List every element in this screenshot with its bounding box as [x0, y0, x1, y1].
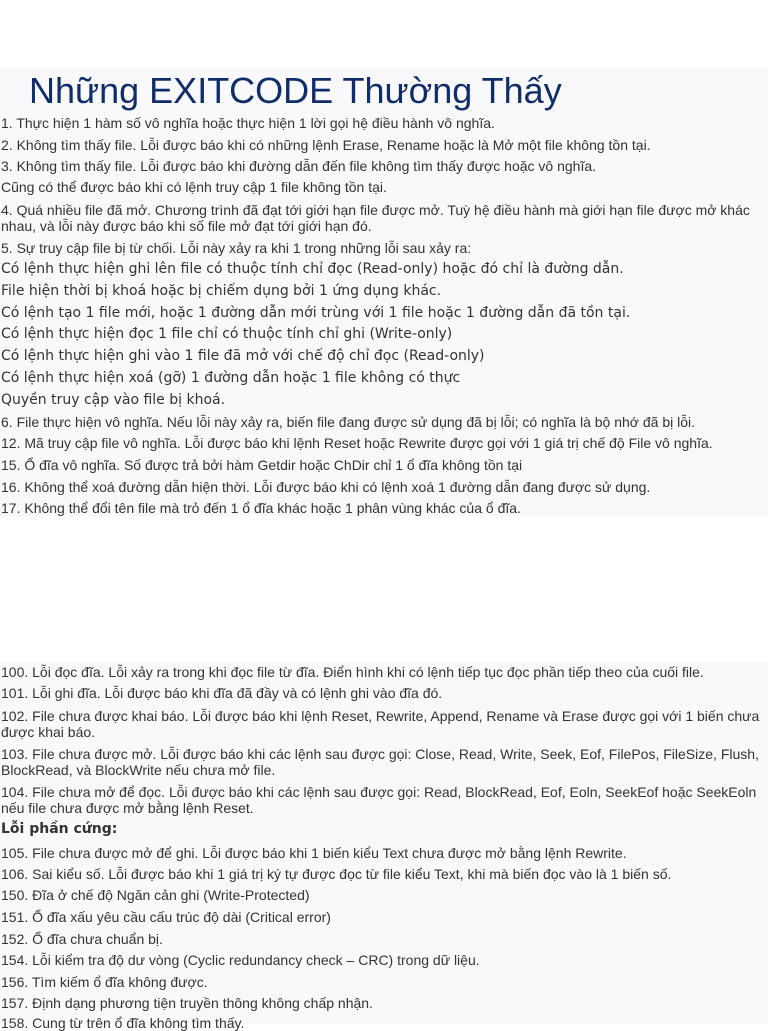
exitcode-item-154: 154. Lỗi kiểm tra độ dư vòng (Cyclic redundancy check – CRC) trong dữ liệu. [1, 952, 480, 968]
exitcode-item-150: 150. Đĩa ở chế độ Ngăn cản ghi (Write-Protected) [1, 887, 310, 903]
exitcode-item-16: 16. Không thể xoá đường dẫn hiện thời. Lỗi được báo khi có lệnh xoá 1 đường dẫn đang được sử dụng. [1, 479, 651, 495]
exitcode-item-4: 4. Quá nhiều file đã mở. Chương trình đã đạt tới giới hạn file được mở. Tuỳ hệ điều hành mà giới hạn file được mở khác nhau, và lỗi này được báo khi số file mở đạt tới giới hạn đó. [1, 202, 750, 234]
exitcode-item-17: 17. Không thể đổi tên file mà trỏ đến 1 ổ đĩa khác hoặc 1 phân vùng khác của ổ đĩa. [1, 500, 521, 516]
exitcode-item-105: 105. File chưa được mở để ghi. Lỗi được báo khi 1 biến kiểu Text chưa được mở bằng lệnh Rewrite. [1, 845, 627, 861]
exitcode-item-2: 2. Không tìm thấy file. Lỗi được báo khi có những lệnh Erase, Rename hoặc là Mở một file không tồn tại. [1, 137, 651, 153]
exitcode-item-151: 151. Ổ đĩa xấu yêu cầu cấu trúc độ dài (Critical error) [1, 909, 331, 925]
exitcode-item-158: 158. Cung từ trên ổ đĩa không tìm thấy. [1, 1015, 245, 1031]
exitcode-5-cause: Có lệnh thực hiện ghi vào 1 file đã mở với chế độ chỉ đọc (Read-only) [1, 348, 485, 364]
exitcode-5-cause: Quyền truy cập vào file bị khoá. [1, 392, 226, 408]
exitcode-item-103: 103. File chưa được mở. Lỗi được báo khi các lệnh sau được gọi: Close, Read, Write, Seek, Eof, FilePos, FileSize, Flush, BlockRead, và BlockWrite nếu chưa mở file. [1, 746, 759, 778]
exitcode-item-156: 156. Tìm kiếm ổ đĩa không được. [1, 974, 208, 990]
exitcode-5-cause: Có lệnh tạo 1 file mới, hoặc 1 đường dẫn mới trùng với 1 file hoặc 1 đường dẫn đã tồn tại. [1, 305, 631, 321]
exitcode-item-100: 100. Lỗi đọc đĩa. Lỗi xảy ra trong khi đọc file từ đĩa. Điển hình khi có lệnh tiếp tục đọc phần tiếp theo của cuối file. [1, 664, 704, 680]
exitcode-item-5: 5. Sự truy cập file bị từ chối. Lỗi này xảy ra khi 1 trong những lỗi sau xảy ra: [1, 240, 472, 256]
exitcode-5-cause: File hiện thời bị khoá hoặc bị chiếm dụng bởi 1 ứng dụng khác. [1, 283, 442, 299]
exitcode-item-102: 102. File chưa được khai báo. Lỗi được báo khi lệnh Reset, Rewrite, Append, Rename và Erase được gọi với 1 biến chưa được khai báo. [1, 708, 760, 740]
page-title: Những EXITCODE Thường Thấy [29, 70, 562, 111]
hardware-error-heading: Lỗi phần cứng: [1, 821, 118, 837]
exitcode-item-157: 157. Định dạng phương tiện truyền thông không chấp nhận. [1, 995, 373, 1011]
exitcode-item-12: 12. Mã truy cập file vô nghĩa. Lỗi được báo khi lệnh Reset hoặc Rewrite được gọi với 1 giá trị chế độ File vô nghĩa. [1, 435, 713, 451]
exitcode-item-152: 152. Ổ đĩa chưa chuẩn bị. [1, 931, 163, 947]
exitcode-item-15: 15. Ổ đĩa vô nghĩa. Số được trả bởi hàm Getdir hoặc ChDir chỉ 1 ổ đĩa không tồn tại [1, 457, 523, 473]
exitcode-5-cause: Có lệnh thực hiện ghi lên file có thuộc tính chỉ đọc (Read-only) hoặc đó chỉ là đường dẫn. [1, 261, 624, 277]
exitcode-5-cause: Có lệnh thực hiện đọc 1 file chỉ có thuộc tính chỉ ghi (Write-only) [1, 326, 453, 342]
exitcode-item-3-note: Cũng có thể được báo khi có lệnh truy cập 1 file không tồn tại. [1, 179, 387, 195]
exitcode-5-cause: Có lệnh thực hiện xoá (gỡ) 1 đường dẫn hoặc 1 file không có thực [1, 370, 461, 386]
exitcode-item-3: 3. Không tìm thấy file. Lỗi được báo khi đường dẫn đến file không tìm thấy được hoặc vô nghĩa. [1, 158, 597, 174]
exitcode-item-106: 106. Sai kiểu số. Lỗi được báo khi 1 giá trị ký tự được đọc từ file kiểu Text, khi mà biến đọc vào là 1 biến số. [1, 866, 672, 882]
exitcode-item-104: 104. File chưa mở để đọc. Lỗi được báo khi các lệnh sau được gọi: Read, BlockRead, Eof, Eoln, SeekEof hoặc SeekEoln nếu file chưa được mở bằng lệnh Reset. [1, 784, 757, 816]
exitcode-item-6: 6. File thực hiện vô nghĩa. Nếu lỗi này xảy ra, biến file đang được sử dụng đã bị lỗi; có nghĩa là bộ nhớ đã bị lỗi. [1, 414, 696, 430]
exitcode-item-1: 1. Thực hiện 1 hàm số vô nghĩa hoặc thực hiện 1 lời gọi hệ điều hành vô nghĩa. [1, 115, 495, 131]
exitcode-item-101: 101. Lỗi ghi đĩa. Lỗi được báo khi đĩa đã đầy và có lệnh ghi vào đĩa đó. [1, 685, 443, 701]
